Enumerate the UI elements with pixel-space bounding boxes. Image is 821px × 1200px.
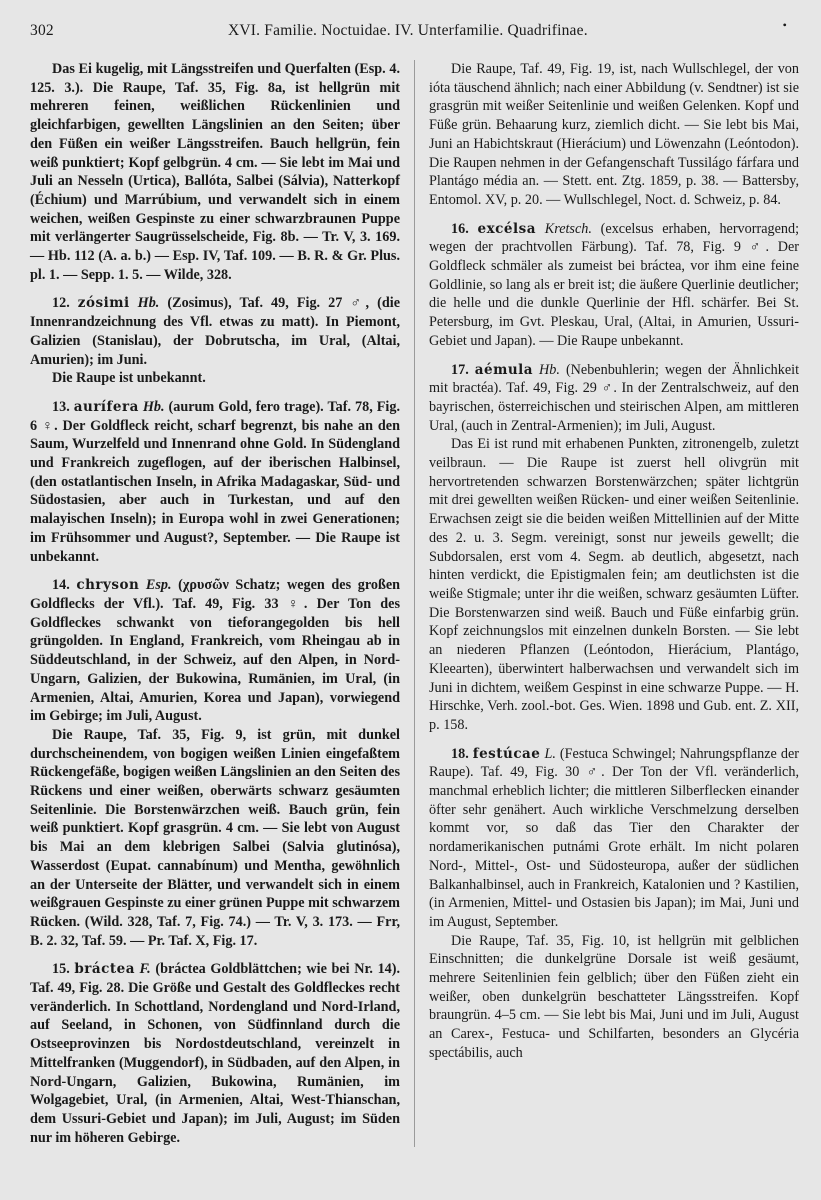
running-title: XVI. Familie. Noctuidae. IV. Unterfamilie. Quadrifinae. xyxy=(228,22,588,39)
species-entry-15 xyxy=(30,960,400,1147)
entry-number: 17. xyxy=(451,361,469,378)
species-author: L. xyxy=(544,745,556,762)
paragraph-continuation: Die Raupe, Taf. 49, Fig. 19, ist, nach Wullschlegel, der von ióta täuschend ähnlich; nach einer Abbildung (v. Sendtner) ist sie grasgrün mit weißer Seitenlinie und weißen Gelenken. Kopf und Füße grün. Behaarung kurz, ziemlich dicht. — Sie lebt bis Mai, Juni an Habichtskraut (Hierácium) und Löwenzahn (Leóntodon). Die Raupen nehmen in der Gefangenschaft Tussilágo fárfara und Plantágo média an. — Stett. ent. Ztg. 1859, p. 38. — Battersby, Entomol. XV, p. 20. — Wullschlegel, Noct. d. Schweiz, p. 84. xyxy=(429,61,799,208)
species-name: excélsa xyxy=(477,220,536,237)
entry-text: (bráctea Goldblättchen; wie bei Nr. 14). Taf. 49, Fig. 28. Die Größe und Gestalt des Goldfleckes recht veränderlich. In Schottland, Nordengland und Nord-Irland, auf Seeland, in Schonen, von Südfinnland durch die Ostseeprovinzen bis Nordostdeutschland, vereinzelt in Mittelfranken (Muggendorf), in Südbaden, auf den Alpen, in Nord-Ungarn, Galizien, Bukowina, Rumänien, im Wolgagebiet, Ural, (in Armenien, Altai, West-Thianschan, dem Ussuri-Gebiet und Japan); im Juli, August; im Süden nur im höheren Gebirge. xyxy=(30,961,401,1146)
entry-number: 15. xyxy=(52,961,70,978)
text-columns xyxy=(30,60,799,1147)
entry-text: (excelsus erhaben, hervorragend; wegen der prachtvollen Färbung). Taf. 78, Fig. 9 ♂. Der Goldfleck schmäler als zumeist bei bráctea, vor ihm eine feine Goldlinie, so lang als er breit ist; die äußere Querlinie deutlicher; die helle und die dunkle Querlinie der Hfl. schärfer. Bei St. Petersburg, im Gvt. Pleskau, Ural, (Altai, in Amurien, Ussuri-Gebiet und Japan). — Die Raupe unbekannt. xyxy=(429,220,800,349)
species-name: aurífera xyxy=(73,398,139,415)
page-number: 302 xyxy=(30,22,54,39)
paragraph-continuation: Das Ei kugelig, mit Längsstreifen und Querfalten (Esp. 4. 125. 3.). Die Raupe, Taf. 35, Fig. 8a, ist hellgrün mit mehreren feinen, weißlichen Rückenlinien und gleichfarbigen, gewellten Längslinien an den Seiten; über den Füßen ein weißer Längsstreifen. Bauch hellgrün, fein weiß punktiert; Kopf gelbgrün. 4 cm. — Sie lebt im Mai und Juli an Nesseln (Urtica), Ballóta, Salbei (Sálvia), Natterkopf (Échium) und Marrúbium, und verwandelt sich in einem weichen, weißen Gespinste zu einer schwarzbraunen Puppe mit verlängerter Saugrüsselscheide, Fig. 8b. — Tr. V, 3. 169. — Hb. 112 (A. a. b.) — Esp. IV, Taf. 109. — B. R. & Gr. Plus. pl. 1. — Sepp. 1. 5. — Wilde, 328. xyxy=(30,61,400,283)
page-header xyxy=(30,18,799,44)
species-entry-13 xyxy=(30,398,400,566)
species-author: Hb. xyxy=(142,398,165,415)
margin-mark: • xyxy=(782,18,787,32)
larva-paragraph: Die Raupe ist unbekannt. xyxy=(52,370,206,387)
species-author: F. xyxy=(139,961,151,978)
entry-text: (aurum Gold, fero trage). Taf. 78, Fig. 6 ♀. Der Goldfleck reicht, scharf begrenzt, bis nahe an den Saum, Wurzelfeld und Innenrand ohne Gold. In Südengland und Frankreich zugeflogen, auf der iberischen Halbinsel, (den ostatlantischen Inseln, in Afrika Madagaskar, Süd- und Südostasien, aber auch in Turkestan, und auf den malayischen Inseln); in Europa wohl in zwei Generationen; im Frühsommer und August?, September. — Die Raupe ist unbekannt. xyxy=(30,398,401,565)
entry-number: 13. xyxy=(52,398,70,415)
species-author: Hb. xyxy=(539,361,560,378)
entry-number: 18. xyxy=(451,745,469,762)
species-entry-17 xyxy=(429,361,799,436)
species-author: Kretsch. xyxy=(544,220,592,237)
species-name: chryson xyxy=(76,577,140,594)
entry-text: (χρυσῶν Schatz; wegen des großen Goldflecks der Vfl.). Taf. 49, Fig. 33 ♀. Der Ton des Goldfleckes schwankt von tieforangegolden bis hell grüngolden. In England, Frankreich, vom Rheingau ab in Süddeutschland, in der Schweiz, auf den Alpen, in Nord-Ungarn, Galizien, der Bukowina, Rumänien, im Ural, (in Armenien, Altai, Amurien, Korea und Japan), vorwiegend im Gebirge; im Juli, August. xyxy=(30,577,401,725)
species-name: aémula xyxy=(474,361,534,378)
species-entry-12 xyxy=(30,294,400,369)
species-author: Hb. xyxy=(137,295,160,312)
entry-text: (Festuca Schwingel; Nahrungspflanze der Raupe). Taf. 49, Fig. 30 ♂. Der Ton der Vfl. veränderlich, manchmal erheblich lichter; die mittleren Silberflecken einander öfter sehr genähert. Auch wirkliche Verschmelzung derselben kommt vor, so daß das Tier den Charakter der nordamerikanischen putnámi Grote erhält. Im nicht polaren Nord-, Mittel-, Ost- und Südosteuropa, außer der südlichen Balkanhalbinsel, auch in Frankreich, Katalonien und ? Kastilien, (in Armenien, Mittel- und Ostasien bis Japan); im Mai, Juni und im August, September. xyxy=(429,745,799,930)
species-entry-14 xyxy=(30,576,400,726)
entry-text: (Zosimus), Taf. 49, Fig. 27 ♂, (die Innenrandzeichnung des Vfl. etwas zu matt). In Piemont, Galizien (Stanislau), der Dobrutscha, im Ural, (Altai, Amurien); im Juni. xyxy=(30,295,401,368)
species-entry-16 xyxy=(429,220,799,351)
entry-number: 16. xyxy=(451,220,469,237)
left-column xyxy=(30,60,412,1147)
larva-paragraph: Die Raupe, Taf. 35, Fig. 10, ist hellgrün mit gelblichen Einschnitten; die dunkelgrüne Dorsale ist weiß gesäumt, mehrere Seitenlinien fein gelblich; über den Füßen zieht ein weißer, oben dunkelgrün beschatteter Längsstreifen. Kopf braungrün. 4–5 cm. — Sie lebt bis Mai, Juni und im Juli, August an Carex-, Festuca- und Schilfarten, besonders an Glycéria spectábilis, auch xyxy=(429,932,799,1061)
species-author: Esp. xyxy=(145,577,172,594)
egg-larva-paragraph: Das Ei ist rund mit erhabenen Punkten, zitronengelb, zuletzt veilbraun. — Die Raupe ist zuerst hell olivgrün mit hervortretenden schwarzen Borstenwärzchen; später lichtgrün mit drei gewellten weißen Rücken- und einer weißen Seitenlinie. Erwachsen zeigt sie die beiden weißen Mittellinien auf der Mitte des 2. u. 3. Segm. vereinigt, sonst nur jeweils gewellt; die Subdorsalen, erst vom 4. Segm. ab deutlich, abgesetzt, nach hinten verdickt, die Epistigmalen fein; am deutlichsten ist die weiße Stigmale; unter ihr die weißen, schwarz gesäumten Lüfter. Die Borstenwarzen sind weiß. Bauch und Füße einfarbig grün. Kopf zeichnungslos mit einzelnen dunkeln Borsten. — Sie lebt an niederen Pflanzen (Leóntodon, Hierácium, Plantágo, Kleearten), überwintert halberwachsen und verwandelt sich im Juni in dichtem, weißem Gespinst in eine schwarze Puppe. — H. Hirschke, Verh. zool.-bot. Ges. Wien. 1898 und Gub. ent. Z. XII, p. 158. xyxy=(429,436,799,733)
entry-text: (Nebenbuhlerin; wegen der Ähnlichkeit mit bractéa). Taf. 49, Fig. 29 ♂. In der Zentralschweiz, auf den bayrischen, österreichischen und steirischen Alpen, am mittleren Ural, (auch in Zentral-Armenien); im Juli, August. xyxy=(429,361,800,434)
larva-paragraph: Die Raupe, Taf. 35, Fig. 9, ist grün, mit dunkel durchscheinendem, von bogigen weißen Linien eingefaßtem Rückengefäße, bogigen weißen Längslinien an den Seiten des Rückens und einer weißen, oberwärts schwarz gesäumten Seitenlinie. Die Borstenwärzchen weiß. Bauch grün, fein weiß punktiert. Kopf grasgrün. 4 cm. — Sie lebt von August bis Mai an dem klebrigen Salbei (Salvia glutinósa), Wasserdost (Eupat. cannabínum) und Mentha, gewöhnlich an der Unterseite der Blätter, und verwandelt sich in einem weißgrauen Gespinste zu einer grünen Puppe mit schwarzem Rücken. (Wild. 328, Taf. 7, Fig. 74.) — Tr. V, 3. 173. — Frr, B. 2. 32, Taf. 59. — Pr. Taf. X, Fig. 17. xyxy=(30,726,400,949)
right-column xyxy=(414,60,799,1147)
entry-number: 12. xyxy=(52,295,70,312)
species-name: zósimi xyxy=(77,295,130,312)
species-name: festúcae xyxy=(472,745,541,762)
species-entry-18 xyxy=(429,745,799,932)
species-name: bráctea xyxy=(74,961,135,978)
entry-number: 14. xyxy=(52,577,70,594)
